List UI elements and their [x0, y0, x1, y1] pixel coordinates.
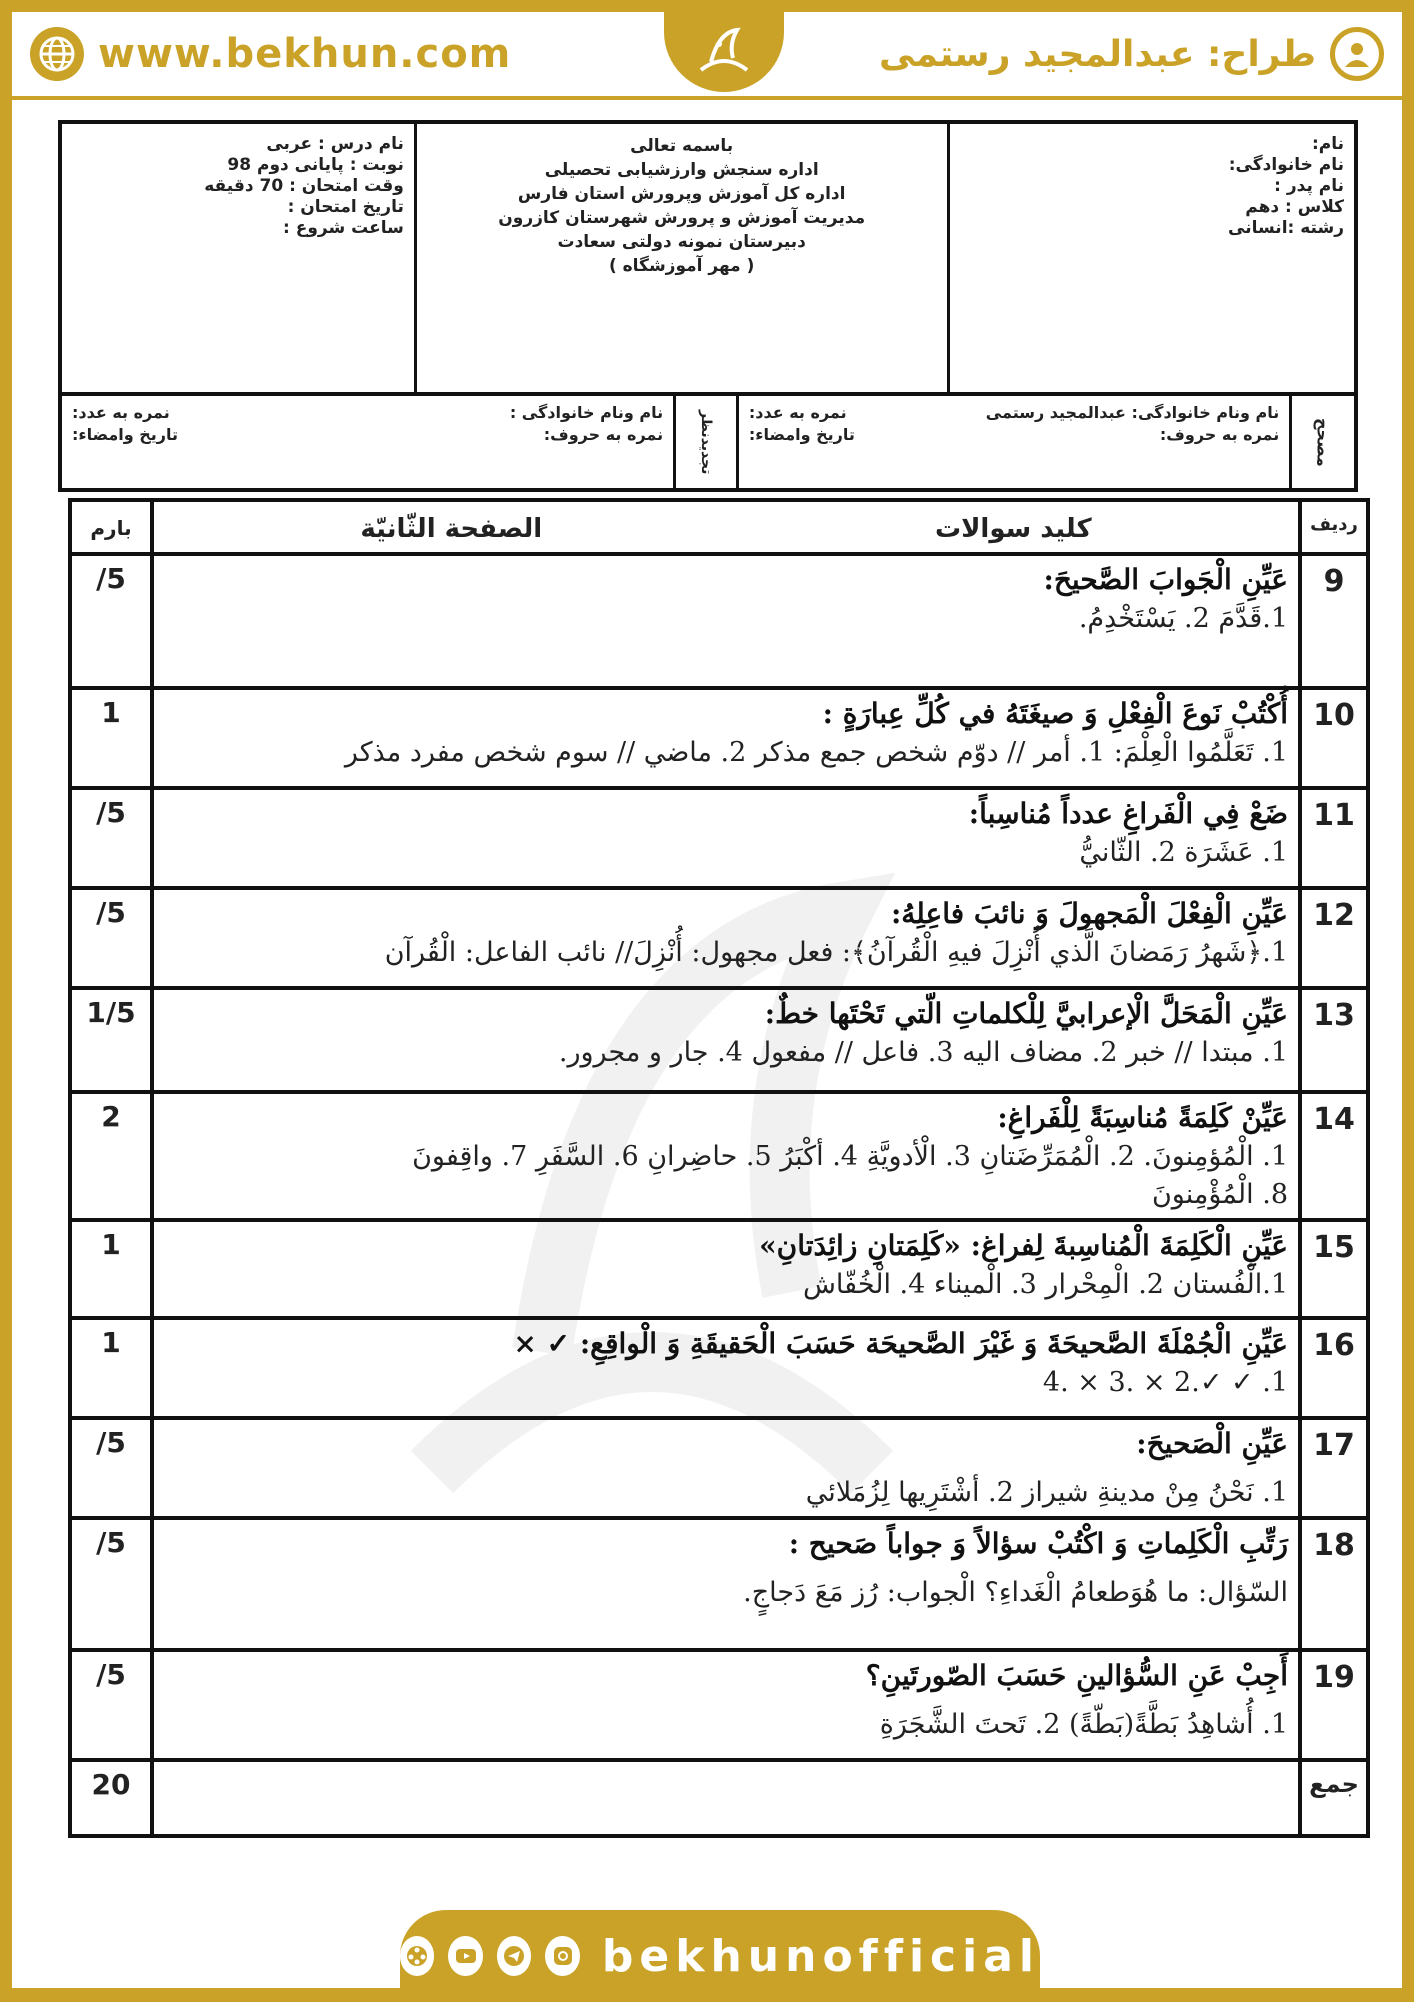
question-row	[70, 988, 1368, 1092]
exam-page	[12, 12, 1402, 1988]
website-url: www.bekhun.com	[98, 31, 512, 77]
grader-date-sign: تاریخ وامضاء:	[748, 425, 855, 444]
province-line: اداره کل آموزش وپرورش استان فارس	[517, 184, 846, 204]
question-score: 5/	[70, 1650, 152, 1760]
question-score: 5/	[70, 888, 152, 988]
student-name-field: نام:	[1311, 134, 1344, 154]
question-body	[152, 1092, 1300, 1220]
course-info	[62, 124, 414, 392]
family-name-field: نام خانوادگی:	[1228, 155, 1344, 175]
question-row	[70, 688, 1368, 788]
grader-label-text: مصحح	[1313, 417, 1333, 467]
question-score: 5/	[70, 554, 152, 688]
question-number: 19	[1300, 1650, 1368, 1760]
total-empty-cell	[152, 1760, 1300, 1836]
question-body	[152, 554, 1300, 688]
question-text: عَیِّنِ الْجُمْلَةَ الصَّحيحَةَ وَ غَيْرَ الصَّحيحَة حَسَبَ الْحَقيقَةِ وَ الْواقِعِ: ✓ ×	[513, 1327, 1288, 1360]
question-row	[70, 1418, 1368, 1518]
exam-term: نوبت : پایانی دوم 98	[227, 155, 404, 175]
question-number: 15	[1300, 1220, 1368, 1318]
review-label	[673, 396, 736, 488]
question-body	[152, 988, 1300, 1092]
question-text: أَجِبْ عَنِ السُّؤالينِ حَسَبَ الصّورتَينِ؟	[865, 1659, 1288, 1692]
reviewer-name: نام ونام خانوادگی :	[509, 403, 664, 422]
answer-text: 8. الْمُؤْمِنونَ	[1151, 1179, 1288, 1210]
question-text: رَتِّبِ الْكَلِماتِ وَ اكْتُبْ سؤالاً وَ جواباً صَحيح :	[788, 1527, 1288, 1560]
brand-logo	[664, 12, 784, 92]
answer-text: 1.﴿شَهرُ رَمَضانَ الَّذي أُنْزِلَ فيهِ الْقُرآنُ﴾: فعل مجهول: أُنْزِلَ// نائب الفاعل: الْقُرآن	[384, 937, 1288, 968]
question-text: عَیِّنِ الْكَلِمَةَ الْمُناسِبةَ لِفراغ: «كَلِمَتانِ زائِدَتانِ»	[759, 1229, 1288, 1262]
question-body	[152, 1518, 1300, 1650]
answer-text: 1. الْمُؤمِنونَ. 2. الْمُمَرِّضَتانِ 3. الْأدويَّةِ 4. أكْبَرُ 5. حاضِرانِ 6. السَّفَرِ 7. واقِفونَ	[412, 1141, 1288, 1172]
grader-label	[1289, 396, 1354, 488]
grader-box	[736, 396, 1289, 488]
question-row	[70, 1650, 1368, 1760]
total-row	[70, 1760, 1368, 1836]
question-text: عَيِّنِ الْصَحيحَ:	[1136, 1427, 1288, 1460]
footer-social-bar	[400, 1910, 1040, 2002]
question-text: ضَعْ فِي الْفَراغِ عدداً مُناسِباً:	[968, 797, 1288, 830]
question-score: 2	[70, 1092, 152, 1220]
answer-text: 1. مبتدا // خبر 2. مضاف اليه 3. فاعل // مفعول 4. جار و مجرور.	[558, 1037, 1288, 1068]
answer-key-table	[68, 498, 1370, 1838]
question-score: 1	[70, 1220, 152, 1318]
question-number: 9	[1300, 554, 1368, 688]
youtube-icon[interactable]	[448, 1936, 482, 1976]
question-row	[70, 1318, 1368, 1418]
exam-duration: وقت امتحان : 70 دقیقه	[204, 176, 404, 196]
answer-text: 1. تَعَلَّمُوا الْعِلْمَ: 1. أمر // دوّم شخص جمع مذکر 2. ماضي // سوم شخص مفرد مذکر	[344, 737, 1288, 768]
question-text: عَیِّنِ الْفِعْلَ الْمَجهولَ وَ نائبَ فاعِلِهُ:	[890, 897, 1288, 930]
answer-text: 1.الْفُستان 2. الْمِحْرار 3. الْميناء 4. الْخُفّاش	[802, 1269, 1288, 1300]
top-banner	[12, 12, 1402, 100]
question-number: 18	[1300, 1518, 1368, 1650]
exam-header	[58, 120, 1358, 396]
school-info	[414, 124, 947, 392]
answer-text: 1. ✓ ✓.2 × .3 × .4	[1042, 1367, 1288, 1398]
question-body	[152, 888, 1300, 988]
question-score: 5/	[70, 1418, 152, 1518]
question-text: عَیِّنِ الْجَوابَ الصَّحیحَ:	[1043, 563, 1288, 596]
question-number: 13	[1300, 988, 1368, 1092]
key-title: کلید سوالات	[934, 514, 1092, 544]
instagram-icon[interactable]	[545, 1936, 579, 1976]
major-field: رشته :انسانی	[1228, 218, 1344, 238]
answer-text: 1.قَدَّمَ 2. یَسْتَخْدِمُ.	[1078, 603, 1288, 634]
question-text: عَیِّنْ كَلِمَةً مُناسِبَةً لِلْفَراغِ:	[997, 1101, 1288, 1134]
office-line: اداره سنجش وارزشیابی تحصیلی	[544, 160, 819, 180]
question-body	[152, 1650, 1300, 1760]
grader-score-number: نمره به عدد:	[748, 403, 847, 422]
start-time: ساعت شروع :	[283, 218, 404, 238]
class-field: کلاس : دهم	[1245, 197, 1344, 217]
footer-handle: bekhunofficial	[601, 1930, 1040, 1982]
exam-date: تاریخ امتحان :	[287, 197, 404, 217]
question-row	[70, 1220, 1368, 1318]
reviewer-score-number: نمره به عدد:	[72, 403, 170, 422]
grader-score-words: نمره به حروف:	[1159, 425, 1280, 444]
grader-name: نام ونام خانوادگی: عبدالمجید رستمی	[985, 403, 1280, 422]
question-number: 11	[1300, 788, 1368, 888]
question-row	[70, 788, 1368, 888]
question-text: عَیِّنِ الْمَحَلَّ الْإعرابيَّ لِلْكلماتِ الّتي تَحْتَها خطٌ:	[764, 997, 1288, 1030]
question-score: 5/	[70, 788, 152, 888]
father-name-field: نام پدر :	[1274, 176, 1344, 196]
school-name: دبیرستان نمونه دولتی سعادت	[557, 232, 806, 252]
answer-text: 1. عَشَرَة 2. الثّانيُّ	[1079, 837, 1288, 868]
question-body	[152, 788, 1300, 888]
globe-icon	[30, 27, 84, 81]
review-label-text: تجدیدنظر	[698, 409, 714, 475]
city-line: مدیریت آموزش و پرورش شهرستان کازرون	[498, 208, 866, 228]
question-score: 1	[70, 688, 152, 788]
answer-text: السّؤال: ما هُوَطعامُ الْغَداءِ؟ الْجواب: رُز مَعَ دَجاجٍ.	[743, 1577, 1288, 1608]
website-link[interactable]	[30, 26, 511, 82]
designer-name: طراح: عبدالمجید رستمی	[879, 33, 1316, 75]
reviewer-date-sign: تاریخ وامضاء:	[72, 425, 179, 444]
col-title	[152, 500, 1300, 554]
question-number: 12	[1300, 888, 1368, 988]
question-body	[152, 1220, 1300, 1318]
question-text: أُكْتُبْ نَوعَ الْفِعْلِ وَ صیغَتَهُ في كُلِّ عِبارَةٍ :	[822, 697, 1288, 730]
col-row: ردیف	[1300, 500, 1368, 554]
question-row	[70, 554, 1368, 688]
question-row	[70, 1092, 1368, 1220]
film-reel-icon[interactable]	[400, 1936, 434, 1976]
col-score: بارم	[70, 500, 152, 554]
grader-section	[58, 396, 1358, 492]
question-number: 16	[1300, 1318, 1368, 1418]
question-row	[70, 888, 1368, 988]
question-row	[70, 1518, 1368, 1650]
reviewer-box	[62, 396, 673, 488]
school-stamp: ( مهر آموزشگاه )	[608, 256, 755, 276]
course-name: نام درس : عربی	[266, 134, 404, 154]
question-number: 10	[1300, 688, 1368, 788]
question-score: 1/5	[70, 988, 152, 1092]
reviewer-score-words: نمره به حروف:	[543, 425, 664, 444]
question-score: 1	[70, 1318, 152, 1418]
page-title: الصفحة الثّانیّة	[360, 514, 543, 544]
designer-credit	[879, 26, 1384, 82]
student-info	[947, 124, 1354, 392]
table-header-row	[70, 500, 1368, 554]
question-number: 14	[1300, 1092, 1368, 1220]
question-body	[152, 1418, 1300, 1518]
user-icon	[1330, 27, 1384, 81]
question-body	[152, 1318, 1300, 1418]
answer-text: 1. نَحْنُ مِنْ مدينةِ شيراز 2. أشْتَرِيها لِزُمَلائي	[805, 1477, 1288, 1508]
basmala: باسمه تعالی	[630, 136, 734, 156]
question-number: 17	[1300, 1418, 1368, 1518]
question-score: 5/	[70, 1518, 152, 1650]
total-score: 20	[70, 1760, 152, 1836]
telegram-icon[interactable]	[497, 1936, 531, 1976]
total-label: جمع	[1300, 1760, 1368, 1836]
answer-text: 1. أُشاهِدُ بَطَّةً(بَطّةً) 2. تَحتَ الشَّجَرَةِ	[879, 1709, 1288, 1740]
question-body	[152, 688, 1300, 788]
